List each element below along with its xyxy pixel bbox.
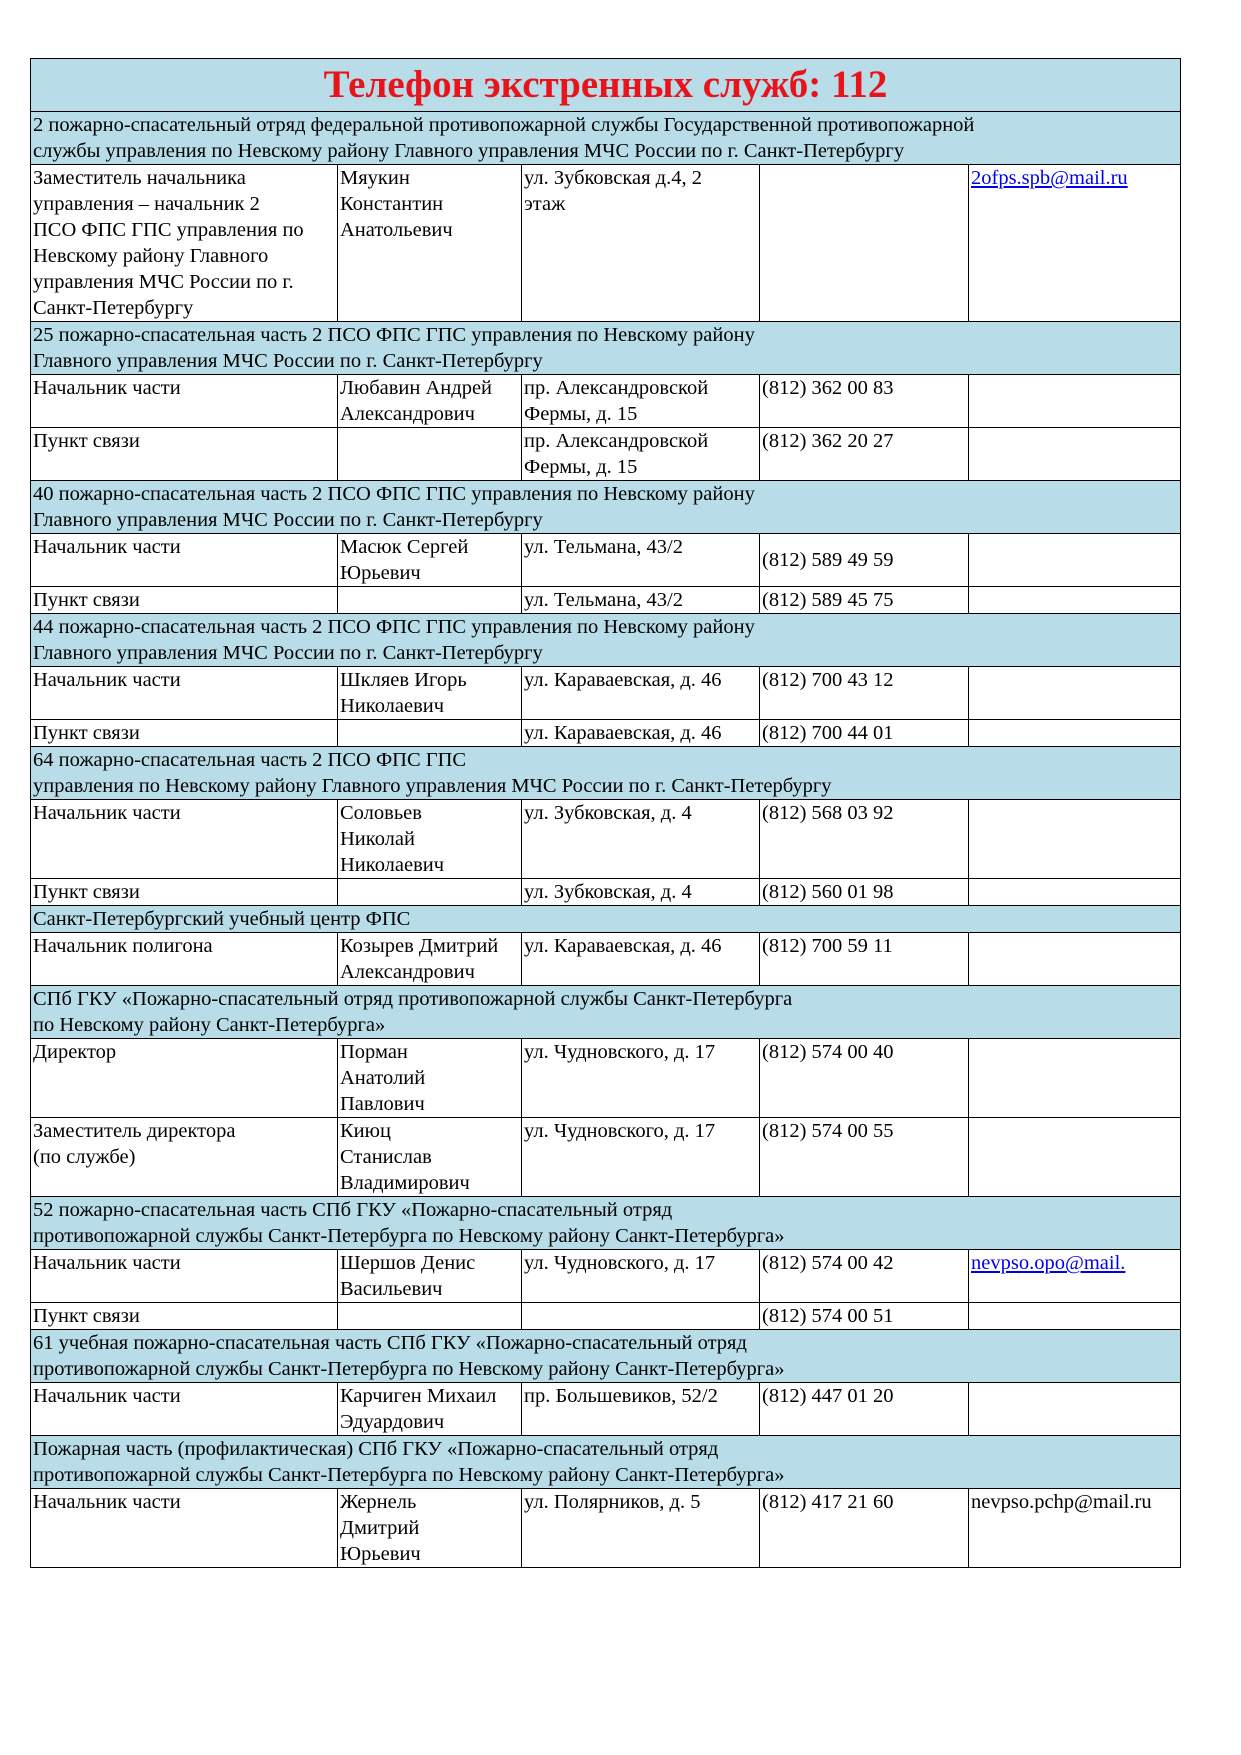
name-cell <box>338 720 522 747</box>
email-cell <box>969 720 1181 747</box>
address-cell: ул. Зубковская, д. 4 <box>522 800 760 879</box>
section-header: 25 пожарно-спасательная часть 2 ПСО ФПС ГПС управления по Невскому району Главного управления МЧС России по г. Санкт-Петербургу <box>31 322 1181 375</box>
table-row <box>31 879 1181 906</box>
address-cell: ул. Чудновского, д. 17 <box>522 1039 760 1118</box>
phone-cell: (812) 560 01 98 <box>760 879 969 906</box>
phone-cell: (812) 574 00 51 <box>760 1303 969 1330</box>
address-cell: ул. Чудновского, д. 17 <box>522 1118 760 1197</box>
name-cell <box>338 587 522 614</box>
address-cell: ул. Караваевская, д. 46 <box>522 933 760 986</box>
section-header-row <box>31 986 1181 1039</box>
email-cell <box>969 933 1181 986</box>
phone-cell <box>760 165 969 322</box>
contacts-table <box>30 58 1181 1568</box>
section-header: 44 пожарно-спасательная часть 2 ПСО ФПС ГПС управления по Невскому району Главного управления МЧС России по г. Санкт-Петербургу <box>31 614 1181 667</box>
phone-cell: (812) 700 44 01 <box>760 720 969 747</box>
email-cell <box>969 800 1181 879</box>
section-header-row <box>31 614 1181 667</box>
position-cell: Пункт связи <box>31 428 338 481</box>
table-row <box>31 800 1181 879</box>
title-row <box>31 59 1181 112</box>
email-link[interactable]: nevpso.opo@mail. <box>971 1252 1126 1274</box>
section-header-row <box>31 1436 1181 1489</box>
phone-cell: (812) 574 00 55 <box>760 1118 969 1197</box>
position-cell: Пункт связи <box>31 587 338 614</box>
section-header: 64 пожарно-спасательная часть 2 ПСО ФПС ГПС управления по Невскому району Главного управления МЧС России по г. Санкт-Петербургу <box>31 747 1181 800</box>
section-header: 2 пожарно-спасательный отряд федеральной противопожарной службы Государственной противопожарной службы управления по Невскому району Главного управления МЧС России по г. Санкт-Петербургу <box>31 112 1181 165</box>
section-header-row <box>31 747 1181 800</box>
name-cell: Соловьев Николай Николаевич <box>338 800 522 879</box>
section-header: 61 учебная пожарно-спасательная часть СПб ГКУ «Пожарно-спасательный отряд противопожарной службы Санкт-Петербурга по Невскому району Санкт-Петербурга» <box>31 1330 1181 1383</box>
email-cell <box>969 667 1181 720</box>
email-cell <box>969 1383 1181 1436</box>
document-page <box>30 58 1180 1568</box>
name-cell: Порман Анатолий Павлович <box>338 1039 522 1118</box>
phone-cell: (812) 574 00 42 <box>760 1250 969 1303</box>
address-cell: ул. Тельмана, 43/2 <box>522 587 760 614</box>
phone-cell: (812) 417 21 60 <box>760 1489 969 1568</box>
name-cell: Шкляев Игорь Николаевич <box>338 667 522 720</box>
position-cell: Начальник части <box>31 667 338 720</box>
table-row <box>31 375 1181 428</box>
section-header: 40 пожарно-спасательная часть 2 ПСО ФПС ГПС управления по Невскому району Главного управления МЧС России по г. Санкт-Петербургу <box>31 481 1181 534</box>
table-row <box>31 720 1181 747</box>
name-cell: Козырев Дмитрий Александрович <box>338 933 522 986</box>
phone-cell: (812) 362 20 27 <box>760 428 969 481</box>
email-link[interactable]: 2ofps.spb@mail.ru <box>971 167 1128 189</box>
table-row <box>31 1303 1181 1330</box>
address-cell: пр. Александровской Фермы, д. 15 <box>522 428 760 481</box>
email-cell <box>969 165 1181 322</box>
table-row <box>31 667 1181 720</box>
section-header: Пожарная часть (профилактическая) СПб ГКУ «Пожарно-спасательный отряд противопожарной службы Санкт-Петербурга по Невскому району Санкт-Петербурга» <box>31 1436 1181 1489</box>
section-header: СПб ГКУ «Пожарно-спасательный отряд противопожарной службы Санкт-Петербурга по Невскому району Санкт-Петербурга» <box>31 986 1181 1039</box>
section-header: Санкт-Петербургский учебный центр ФПС <box>31 906 1181 933</box>
email-cell <box>969 534 1181 587</box>
email-cell <box>969 879 1181 906</box>
name-cell: Жернель Дмитрий Юрьевич <box>338 1489 522 1568</box>
address-cell <box>522 1303 760 1330</box>
section-header-row <box>31 1330 1181 1383</box>
position-cell: Начальник части <box>31 1250 338 1303</box>
section-header-row <box>31 1197 1181 1250</box>
phone-cell: (812) 700 43 12 <box>760 667 969 720</box>
position-cell: Заместитель директора (по службе) <box>31 1118 338 1197</box>
position-cell: Пункт связи <box>31 1303 338 1330</box>
position-cell: Начальник полигона <box>31 933 338 986</box>
address-cell: ул. Караваевская, д. 46 <box>522 720 760 747</box>
position-cell: Пункт связи <box>31 720 338 747</box>
address-cell: пр. Большевиков, 52/2 <box>522 1383 760 1436</box>
email-cell <box>969 375 1181 428</box>
position-cell: Начальник части <box>31 1383 338 1436</box>
address-cell: ул. Зубковская, д. 4 <box>522 879 760 906</box>
table-row <box>31 428 1181 481</box>
name-cell: Киюц Станислав Владимирович <box>338 1118 522 1197</box>
address-cell: ул. Зубковская д.4, 2 этаж <box>522 165 760 322</box>
table-row <box>31 1118 1181 1197</box>
position-cell: Пункт связи <box>31 879 338 906</box>
address-cell: ул. Тельмана, 43/2 <box>522 534 760 587</box>
position-cell: Заместитель начальника управления – начальник 2 ПСО ФПС ГПС управления по Невскому району Главного управления МЧС России по г. Санкт-Петербургу <box>31 165 338 322</box>
table-row <box>31 933 1181 986</box>
table-row <box>31 587 1181 614</box>
position-cell: Начальник части <box>31 375 338 428</box>
email-cell <box>969 1039 1181 1118</box>
name-cell <box>338 1303 522 1330</box>
address-cell: ул. Полярников, д. 5 <box>522 1489 760 1568</box>
name-cell: Карчиген Михаил Эдуардович <box>338 1383 522 1436</box>
position-cell: Директор <box>31 1039 338 1118</box>
page-title: Телефон экстренных служб: 112 <box>31 59 1181 112</box>
position-cell: Начальник части <box>31 1489 338 1568</box>
email-cell <box>969 587 1181 614</box>
position-cell: Начальник части <box>31 534 338 587</box>
name-cell: Мяукин Константин Анатольевич <box>338 165 522 322</box>
section-header: 52 пожарно-спасательная часть СПб ГКУ «Пожарно-спасательный отряд противопожарной службы Санкт-Петербурга по Невскому району Санкт-Петербурга» <box>31 1197 1181 1250</box>
phone-cell: (812) 700 59 11 <box>760 933 969 986</box>
section-header-row <box>31 322 1181 375</box>
name-cell <box>338 879 522 906</box>
table-row <box>31 165 1181 322</box>
section-header-row <box>31 112 1181 165</box>
phone-cell: (812) 362 00 83 <box>760 375 969 428</box>
table-row <box>31 1489 1181 1568</box>
section-header-row <box>31 481 1181 534</box>
address-cell: ул. Караваевская, д. 46 <box>522 667 760 720</box>
phone-cell: (812) 568 03 92 <box>760 800 969 879</box>
table-row <box>31 534 1181 587</box>
table-row <box>31 1250 1181 1303</box>
phone-cell: (812) 574 00 40 <box>760 1039 969 1118</box>
name-cell: Шершов Денис Васильевич <box>338 1250 522 1303</box>
table-row <box>31 1383 1181 1436</box>
name-cell: Любавин Андрей Александрович <box>338 375 522 428</box>
email-cell: nevpso.pchp@mail.ru <box>969 1489 1181 1568</box>
section-header-row <box>31 906 1181 933</box>
position-cell: Начальник части <box>31 800 338 879</box>
email-cell <box>969 428 1181 481</box>
email-cell <box>969 1250 1181 1303</box>
name-cell <box>338 428 522 481</box>
phone-cell: (812) 589 45 75 <box>760 587 969 614</box>
address-cell: пр. Александровской Фермы, д. 15 <box>522 375 760 428</box>
table-row <box>31 1039 1181 1118</box>
phone-cell: (812) 447 01 20 <box>760 1383 969 1436</box>
email-cell <box>969 1118 1181 1197</box>
email-cell <box>969 1303 1181 1330</box>
address-cell: ул. Чудновского, д. 17 <box>522 1250 760 1303</box>
phone-cell: (812) 589 49 59 <box>760 534 969 587</box>
name-cell: Масюк Сергей Юрьевич <box>338 534 522 587</box>
